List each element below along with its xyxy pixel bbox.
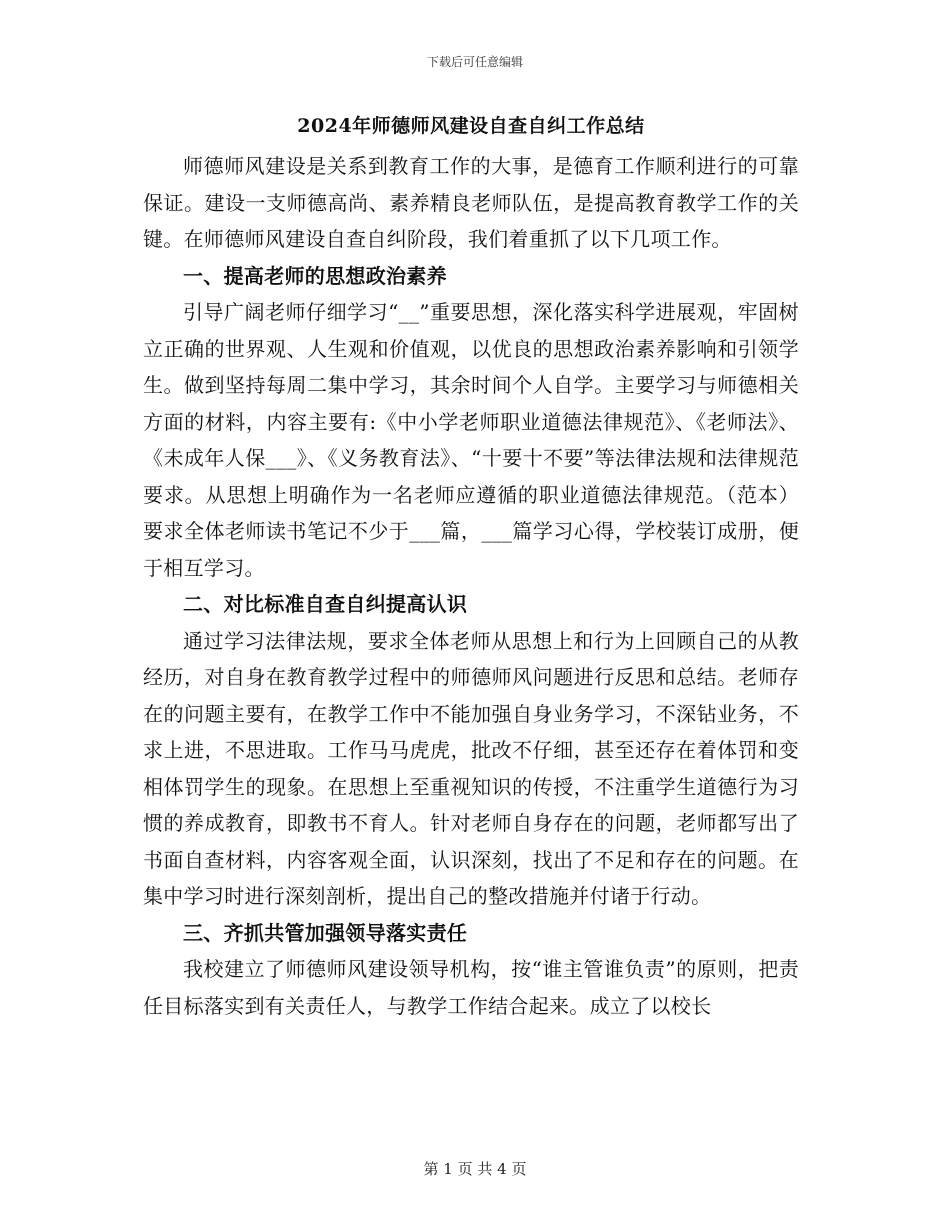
section-1 bbox=[143, 258, 799, 587]
section-paragraph: 通过学习法律法规，要求全体老师从思想上和行为上回顾自己的从教经历，对自身在教育教学过程中的师德师风问题进行反思和总结。老师存在的问题主要有，在教学工作中不能加强自身业务学习，不深钻业务，不求上进，不思进取。工作马马虎虎，批改不仔细，甚至还存在着体罚和变相体罚学生的现象。在思想上至重视知识的传授，不注重学生道德行为习惯的养成教育，即教书不育人。针对老师自身存在的问题，老师都写出了书面自查材料，内容客观全面，认识深刻，找出了不足和存在的问题。在集中学习时进行深刻剖析，提出自己的整改措施并付诸于行动。 bbox=[143, 628, 799, 908]
page-number: 第 1 页 共 4 页 bbox=[423, 1160, 527, 1178]
intro-paragraph: 师德师风建设是关系到教育工作的大事，是德育工作顺利进行的可靠保证。建设一支师德高尚、素养精良老师队伍，是提高教育教学工作的关键。在师德师风建设自查自纠阶段，我们着重抓了以下几项工作。 bbox=[143, 154, 799, 251]
section-paragraph: 我校建立了师德师风建设领导机构，按“谁主管谁负责”的原则，把责任目标落实到有关责任人，与教学工作结合起来。成立了以校长 bbox=[143, 957, 799, 1018]
page-header-note: 下载后可任意编辑 bbox=[426, 55, 523, 69]
document-body bbox=[143, 110, 799, 1024]
section-heading: 二、对比标准自查自纠提高认识 bbox=[183, 592, 468, 616]
section-heading: 一、提高老师的思想政治素养 bbox=[183, 263, 447, 288]
section-2 bbox=[143, 586, 799, 915]
section-3 bbox=[143, 915, 799, 1025]
document-title: 2024年师德师风建设自查自纠工作总结 bbox=[297, 115, 645, 137]
section-heading: 三、齐抓共管加强领导落实责任 bbox=[183, 920, 468, 945]
section-paragraph: 引导广阔老师仔细学习“__”重要思想，深化落实科学进展观，牢固树立正确的世界观、人生观和价值观，以优良的思想政治素养影响和引领学生。做到坚持每周二集中学习，其余时间个人自学。主要学习与师德相关方面的材料，内容主要有:《中小学老师职业道德法律规范》、《老师法》、《未成年人保___》、《义务教育法》、“十要十不要”等法律法规和法律规范要求。从思想上明确作为一名老师应遵循的职业道德法律规范。（范本）要求全体老师读书笔记不少于___篇，___篇学习心得，学校装订成册，便于相互学习。 bbox=[143, 300, 799, 580]
